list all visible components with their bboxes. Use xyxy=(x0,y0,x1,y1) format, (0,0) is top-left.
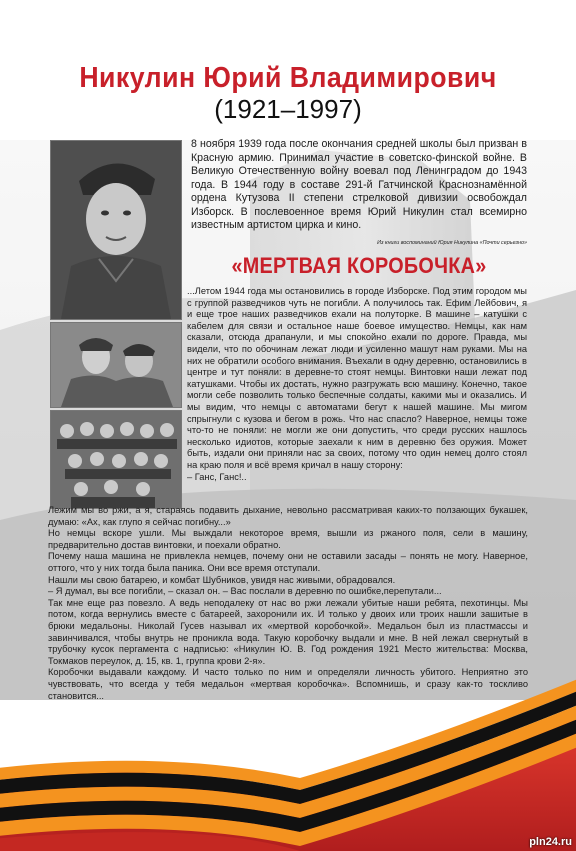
person-name-title: Никулин Юрий Владимирович xyxy=(79,62,497,94)
story-paragraph: Но немцы вскоре ушли. Мы выждали некоторое время, вышли из ржаного поля, сели в машину, предварительно достав винтовки, и поехали обратно. xyxy=(48,528,528,550)
site-watermark: pln24.ru xyxy=(529,836,572,848)
story-paragraph: – Ганс, Ганс!.. xyxy=(187,471,247,482)
story-title: «МЕРТВАЯ КОРОБОЧКА» xyxy=(231,253,487,278)
story-paragraph: Коробочки выдавали каждому. И часто только по ним и определяли личность убитого. Неприятно это чувствовать, что всегда у тебя медальон «мертвая коробочка». Вспомнишь, и сразу как-то тоскливо становится... xyxy=(48,667,528,701)
story-paragraph: Лежим мы во ржи, а я, стараясь подавить дыхание, невольно рассматривая каких-то ползающих букашек, думаю: «Ах, как глупо я сейчас погибну...» xyxy=(48,505,528,527)
story-text-top xyxy=(187,286,527,483)
story-paragraph: Почему наша машина не привлекла немцев, почему они не оставили засады – понять не могу. Наверное, оттого, что у них тогда была паника. Они все время отступали. xyxy=(48,551,528,573)
st-george-ribbon xyxy=(0,660,576,851)
book-source-note: Из книги воспоминаний Юрия Никулина «Почти серьезно» xyxy=(377,240,527,246)
group-photo xyxy=(50,410,182,509)
soldiers-photo xyxy=(50,322,182,408)
story-paragraph: Нашли мы свою батарею, и комбат Шубников, увидя нас живыми, обрадовался. xyxy=(48,574,396,585)
portrait-photo xyxy=(50,140,182,320)
story-paragraph: – Я думал, вы все погибли, – сказал он. – Вас послали в деревню по ошибке,перепутали... xyxy=(48,586,442,597)
intro-paragraph: 8 ноября 1939 года после окончания средней школы был призван в Красную армию. Принимал участие в советско-финской войне. В Великую Отечественную войну воевал под Ленинградом до 1943 года. В 1944 году в составе 291-й Гатчинской Краснознамённой ордена Кутузова II степени стрелковой дивизии освобождал Изборск. В послевоенное время Юрий Никулин стал всемирно известным артистом цирка и кино. xyxy=(191,138,527,231)
story-paragraph: ...Летом 1944 года мы остановились в городе Изборске. Под этим городом мы с группой разведчиков чуть не погибли. А получилось так. Ефим Лейбович, я и еще трое наших разведчиков ехали на полуторке. В машине – катушки с кабелем для связи и остальное наше боевое имущество. Немцы, как нам сказали, отсюда драпанули, и мы спокойно ехали по дороге. Правда, мы видели, что по обочинам лежат люди и усиленно машут нам руками. Мы на них не обратили особого внимания. Въехали в одну деревню, остановились в центре и тут поняли: в деревне-то стоят немцы. Винтовки наши лежат под катушками. Чтобы их достать, нужно разгружать всю машину. Конечно, такое могли себе позволить только беспечные солдаты, какими мы и оказались. И мы видим, что немцы с автоматами бегут к нашей машине. Мы мигом спрыгнули с кузова и бегом в рожь. Что нас спасло? Наверное, немцы тоже что-то не поняли: не могли же они допустить, что среди русских нашлось несколько идиотов, которые заехали к ним в деревню без оружия. Может быть, издали они приняли нас за своих, потому что один немец долго стоял на краю поля и всё время кричал в нашу сторону: xyxy=(187,286,527,470)
story-paragraph: Так мне еще раз повезло. А ведь неподалеку от нас во ржи лежали убитые наши ребята, пехотинцы. Мы потом, когда вернулись вместе с батареей, захоронили их. И только у двоих или троих нашли зашитые в брюки медальоны. Николай Гусев называл их «мертвой коробочкой». Медальон был из пластмассы и завинчивался, чтобы внутрь не проникла вода. Такую коробочку выдали и мне. В ней лежал свернутый в трубочку кусок пергамента с надписью: «Никулин Ю. В. Год рождения 1921 Место жительства: Москва, Токмаков переулок, д. 15, кв. 1, группа крови 2-я». xyxy=(48,597,528,666)
life-years: (1921–1997) xyxy=(214,94,362,124)
